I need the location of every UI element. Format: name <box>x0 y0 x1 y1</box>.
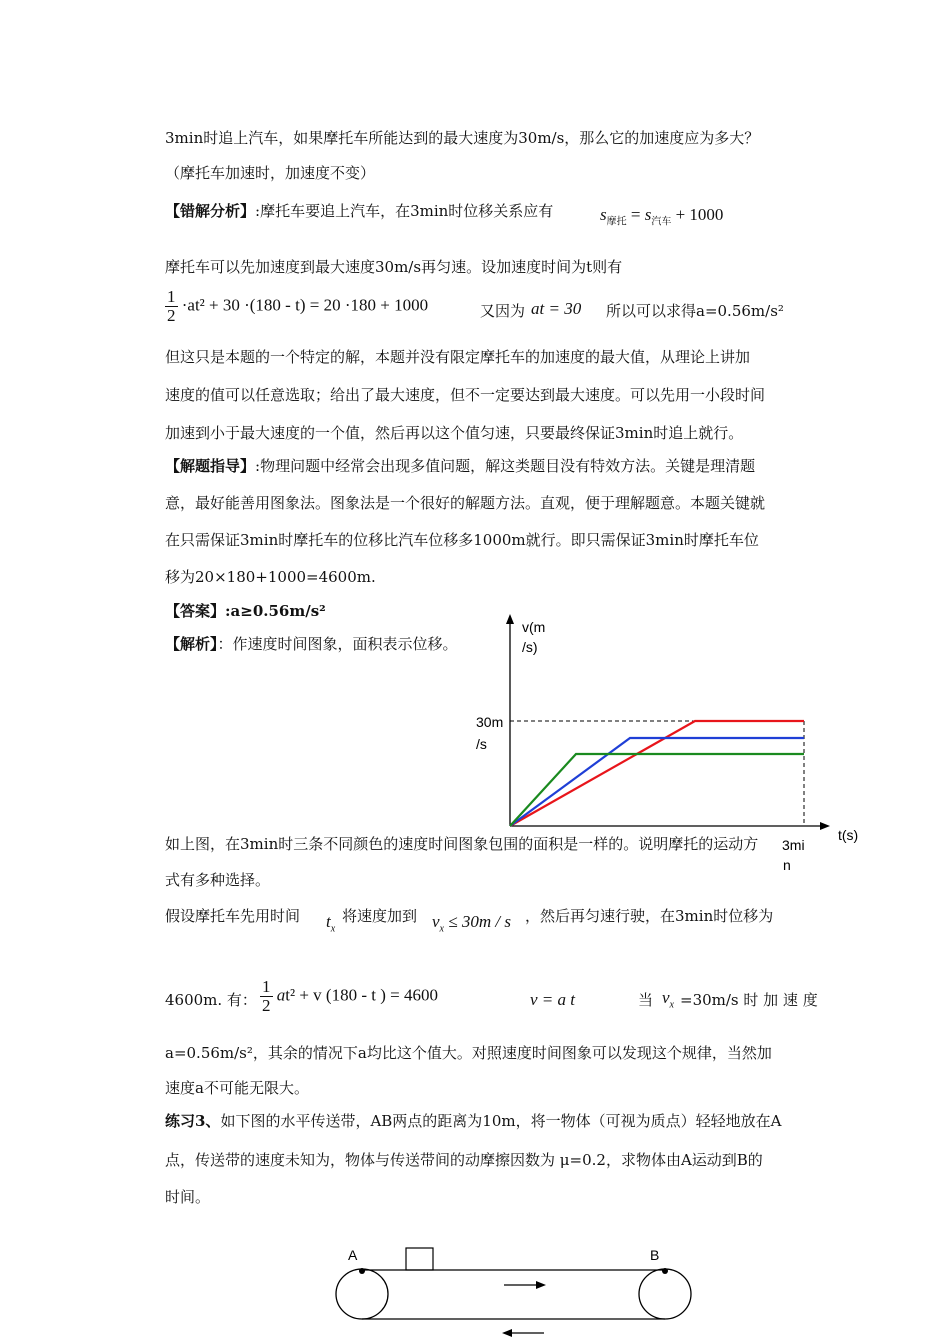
equation-vx <box>662 988 674 1010</box>
text-line: 加速到小于最大速度的一个值，然后再以这个值匀速，只要最终保证3min时追上就行。 <box>165 424 744 442</box>
text-line: 但这只是本题的一个特定的解，本题并没有限定摩托车的加速度的最大值，从理论上讲加 <box>165 348 751 366</box>
text-line: 速度的值可以任意选取；给出了最大速度，但不一定要达到最大速度。可以先用一小段时间 <box>165 386 766 404</box>
text-line: 4600m. 有： <box>165 991 257 1009</box>
equation-displacement <box>600 205 723 227</box>
text-line: 3min时追上汽车，如果摩托车所能达到的最大速度为30m/s，那么它的加速度应为多大？ <box>165 129 760 147</box>
text-line: 移为20×180+1000=4600m. <box>165 568 376 586</box>
fraction <box>260 978 273 1015</box>
math-symbol: s <box>600 205 607 224</box>
math-sub: x <box>439 923 444 935</box>
math-symbol: ≤ 30m / s <box>444 912 511 931</box>
arrow-right-head <box>536 1281 546 1289</box>
text-span: =30m/s 时 加 速 度 <box>680 991 818 1009</box>
label-guide: 【解题指导】 <box>165 457 256 475</box>
y-axis-label: v(m <box>522 619 546 635</box>
y-axis-label-2: /s) <box>522 639 538 655</box>
text-line: 在只需保证3min时摩托车的位移比汽车位移多1000m就行。即只需保证3min时摩托车位 <box>165 531 759 549</box>
equation-vx-limit <box>432 912 511 934</box>
text-line: a=0.56m/s²，其余的情况下a均比这个值大。对照速度时间图象可以发现这个规律，当然加 <box>165 1044 772 1062</box>
math-body: t² + v (180 - t ) = 4600 <box>285 985 438 1005</box>
series-green <box>510 754 804 826</box>
math-symbol: a <box>276 985 286 1005</box>
object-block <box>406 1248 433 1270</box>
pulley-right <box>639 1269 691 1319</box>
math-sub: x <box>669 999 674 1011</box>
answer-value: :a≥0.56m/s² <box>225 602 326 620</box>
series-blue <box>510 738 804 826</box>
text-line: 如上图，在3min时三条不同颜色的速度时间图象包围的面积是一样的。说明摩托的运动方 <box>165 835 759 853</box>
text-line <box>165 634 458 654</box>
math-symbol: v <box>432 912 440 931</box>
pulley-left-dot <box>359 1268 365 1274</box>
text-line: 假设摩托车先用时间 <box>165 907 301 925</box>
frac-den: 2 <box>262 996 271 1015</box>
text-line: 摩托车可以先加速度到最大速度30m/s再匀速。设加速度时间为t则有 <box>165 258 623 276</box>
text-line: 式有多种选择。 <box>165 871 271 889</box>
point-a-label: A <box>348 1247 358 1263</box>
pulley-right-dot <box>662 1268 668 1274</box>
label-exercise: 练习3、 <box>165 1112 221 1130</box>
tick-label-2: n <box>783 857 791 873</box>
text-line: （摩托车加速时，加速度不变） <box>165 164 376 182</box>
vmax-label: 30m <box>476 714 504 730</box>
text-span: ：作速度时间图象，面积表示位移。 <box>217 635 458 653</box>
text-span: ，然后再匀速行驶，在3min时位移为 <box>525 907 774 925</box>
text-span: 将速度加到 <box>342 907 418 925</box>
math-sub: 汽车 <box>651 216 672 228</box>
math-symbol: t <box>326 912 331 931</box>
x-axis-arrow <box>820 822 830 830</box>
tick-label: 3mi <box>782 837 805 853</box>
equation-4600 <box>260 978 438 1015</box>
text-line <box>165 601 326 621</box>
text-line: 点，传送带的速度未知为，物体与传送带间的动摩擦因数为 μ=0.2，求物体由A运动到B的 <box>165 1151 763 1169</box>
y-axis-arrow <box>506 614 514 624</box>
text-span: :摩托车要追上汽车，在3min时位移关系应有 <box>255 202 554 220</box>
equation-tx <box>326 912 335 934</box>
math-sub: x <box>330 923 336 935</box>
text-line <box>165 201 553 221</box>
frac-num: 1 <box>262 977 271 996</box>
math-sub: 摩托 <box>606 216 627 228</box>
fraction <box>165 288 178 325</box>
x-axis-label: t(s) <box>838 827 859 843</box>
text-span: 又因为 <box>480 302 526 320</box>
pulley-left <box>336 1269 388 1319</box>
text-line <box>165 456 755 476</box>
math-body: ·at² + 30 ·(180 - t) = 20 ·180 + 1000 <box>181 295 429 315</box>
text-span: 所以可以求得a=0.56m/s² <box>606 302 784 320</box>
point-b-label: B <box>650 1247 660 1263</box>
text-line: 意，最好能善用图象法。图象法是一个很好的解题方法。直观，便于理解题意。本题关键就 <box>165 494 766 512</box>
frac-den: 2 <box>167 306 176 325</box>
frac-num: 1 <box>167 287 176 306</box>
math-symbol: + 1000 <box>671 205 724 224</box>
label-analysis: 【解析】 <box>165 635 218 653</box>
arrow-left-head <box>502 1329 512 1337</box>
label-wrong-analysis: 【错解分析】 <box>165 202 256 220</box>
series-red <box>510 721 804 826</box>
equation-main <box>165 288 428 325</box>
text-line: 速度a不可能无限大。 <box>165 1079 309 1097</box>
text-line <box>165 1111 781 1131</box>
math-symbol: v <box>662 988 670 1007</box>
math-symbol: = <box>626 205 645 224</box>
text-span: :物理问题中经常会出现多值问题，解这类题目没有特效方法。关键是理清题 <box>255 457 756 475</box>
equation-at: at = 30 <box>531 299 582 318</box>
conveyor-belt-diagram <box>320 1238 710 1344</box>
math-symbol: s <box>644 205 652 224</box>
text-span: 如下图的水平传送带，AB两点的距离为10m，将一物体（可视为质点）轻轻地放在A <box>220 1112 782 1130</box>
text-line: 时间。 <box>165 1188 211 1206</box>
label-answer: 【答案】 <box>165 602 226 620</box>
vmax-label-2: /s <box>476 736 487 752</box>
equation-vx-axtx: v = a t <box>530 990 575 1009</box>
text-span: 当 <box>638 991 654 1009</box>
